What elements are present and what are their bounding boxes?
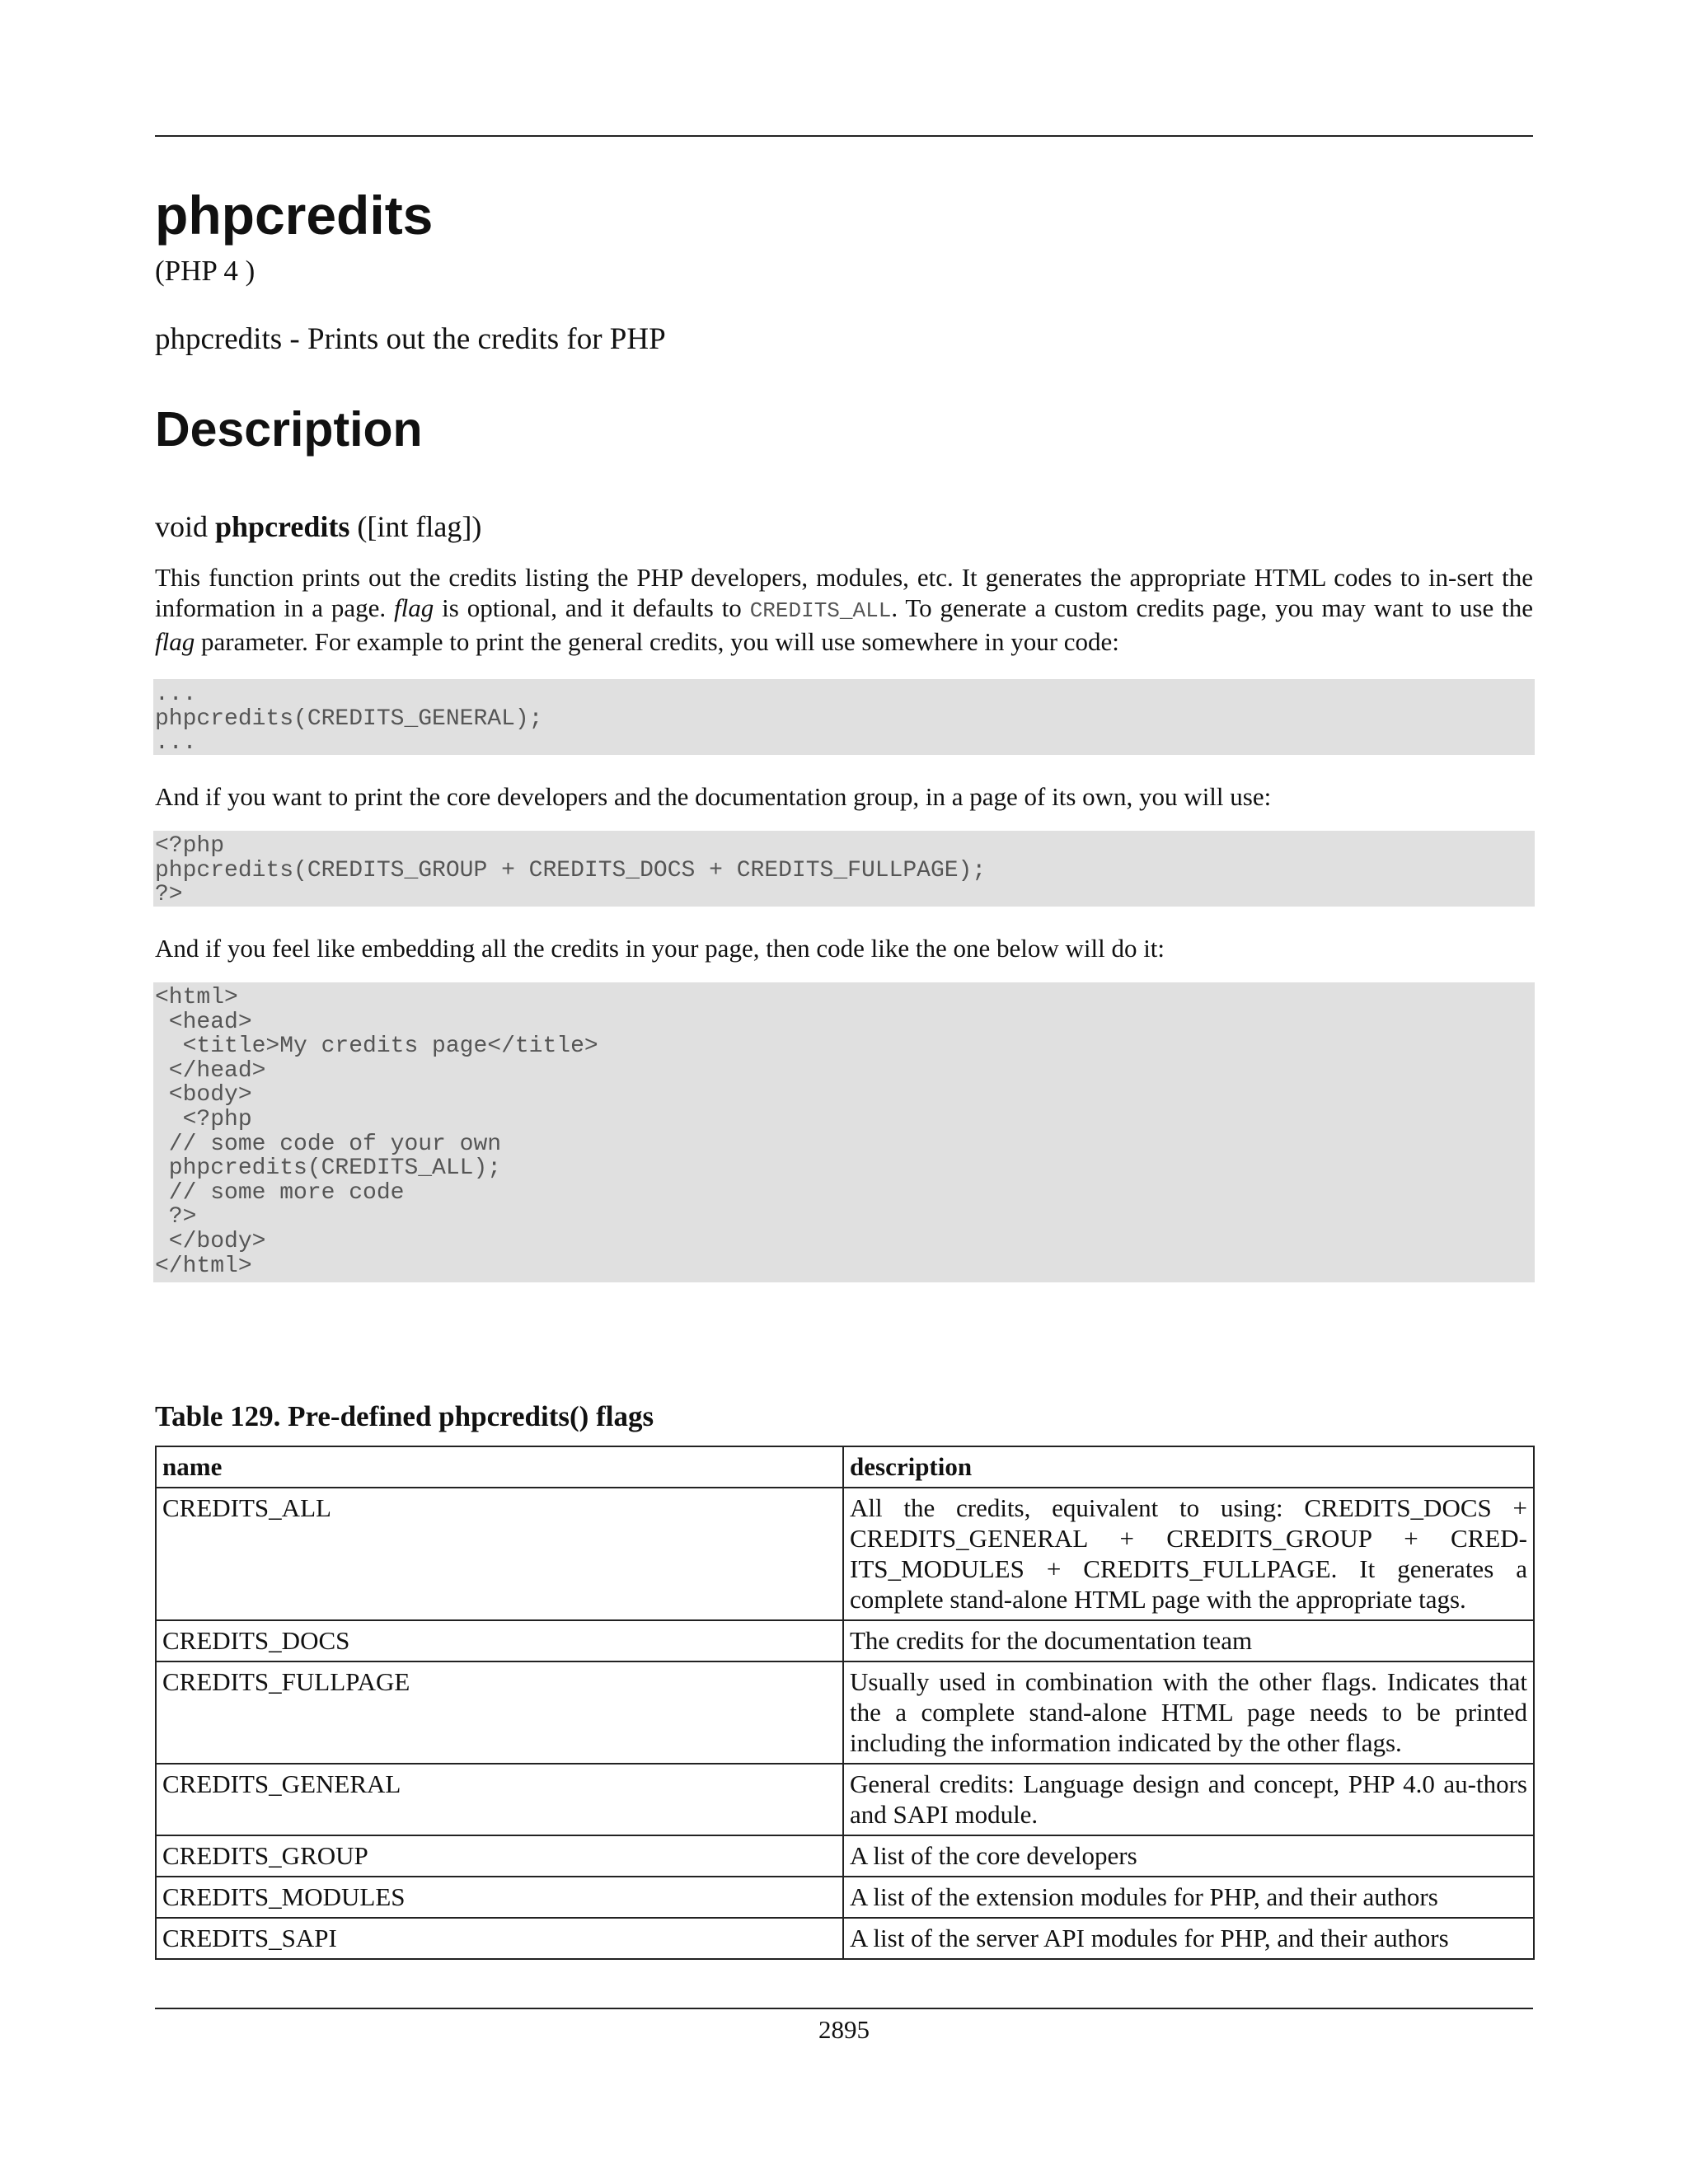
paragraph-core-developers: And if you want to print the core developers and the documentation group, in a page of its own, you will use:	[155, 782, 1272, 811]
version-info: (PHP 4 )	[155, 255, 256, 287]
intro-text-3: . To generate a custom credits page, you may want to use the	[891, 593, 1533, 622]
flag-description-cell: All the credits, equivalent to using: CREDITS_DOCS + CREDITS_GENERAL + CREDITS_GROUP + CRED-ITS_MODULES + CREDITS_FULLPAGE. It generates a complete stand-alone HTML page with the appropriate tags.	[843, 1488, 1534, 1620]
paragraph-embedding: And if you feel like embedding all the credits in your page, then code like the one below will do it:	[155, 934, 1165, 963]
flag-description-cell: The credits for the documentation team	[843, 1620, 1534, 1661]
flag-name-cell: CREDITS_DOCS	[156, 1620, 843, 1661]
bottom-rule	[155, 2008, 1533, 2009]
code-example-general: ... phpcredits(CREDITS_GENERAL); ...	[153, 679, 1535, 755]
intro-flag-1: flag	[394, 593, 434, 622]
flag-description-cell: A list of the extension modules for PHP, and their authors	[843, 1877, 1534, 1918]
flag-description-cell: Usually used in combination with the other flags. Indicates that the a complete stand-alone HTML page needs to be printed including the information indicated by the other flags.	[843, 1661, 1534, 1764]
flag-name-cell: CREDITS_GENERAL	[156, 1764, 843, 1835]
flag-name-cell: CREDITS_ALL	[156, 1488, 843, 1620]
intro-text-1: This function prints out the credits listing the PHP developers, modules, etc. It generates the appropriate HTML codes to in-sert the information in a page.	[155, 563, 1533, 622]
function-purpose: phpcredits - Prints out the credits for PHP	[155, 322, 666, 356]
flag-name-cell: CREDITS_FULLPAGE	[156, 1661, 843, 1764]
flag-name-cell: CREDITS_GROUP	[156, 1835, 843, 1877]
table-header-row	[156, 1446, 1534, 1488]
top-rule	[155, 135, 1533, 137]
table-row	[156, 1918, 1534, 1959]
intro-text-4: parameter. For example to print the general credits, you will use somewhere in your code:	[195, 627, 1119, 656]
code-example-group-docs: <?php phpcredits(CREDITS_GROUP + CREDITS_DOCS + CREDITS_FULLPAGE); ?>	[153, 831, 1535, 907]
flag-description-cell: General credits: Language design and concept, PHP 4.0 au-thors and SAPI module.	[843, 1764, 1534, 1835]
flag-name-cell: CREDITS_SAPI	[156, 1918, 843, 1959]
flag-name-cell: CREDITS_MODULES	[156, 1877, 843, 1918]
column-header-description: description	[843, 1446, 1534, 1488]
code-example-embedding: <html> <head> <title>My credits page</title> </head> <body> <?php // some code of your own phpcredits(CREDITS_ALL); // some more code ?> </body> </html>	[153, 982, 1535, 1282]
table-row	[156, 1488, 1534, 1620]
table-row	[156, 1620, 1534, 1661]
synopsis-params: ([int flag])	[357, 510, 482, 543]
intro-default-const: CREDITS_ALL	[749, 598, 892, 623]
synopsis-function-name: phpcredits	[215, 510, 350, 543]
description-heading: Description	[155, 402, 423, 457]
table-row	[156, 1764, 1534, 1835]
synopsis-return-type: void	[155, 510, 209, 543]
page-number: 2895	[818, 2015, 870, 2044]
flags-table	[155, 1446, 1535, 1960]
intro-flag-2: flag	[155, 627, 195, 656]
intro-paragraph	[155, 562, 1533, 657]
intro-text-2: is optional, and it defaults to	[434, 593, 750, 622]
table-caption: Table 129. Pre-defined phpcredits() flags	[155, 1400, 654, 1432]
table-row	[156, 1877, 1534, 1918]
function-synopsis	[155, 509, 481, 545]
flag-description-cell: A list of the core developers	[843, 1835, 1534, 1877]
page-title: phpcredits	[155, 185, 434, 246]
table-row	[156, 1661, 1534, 1764]
column-header-name: name	[156, 1446, 843, 1488]
table-row	[156, 1835, 1534, 1877]
flag-description-cell: A list of the server API modules for PHP, and their authors	[843, 1918, 1534, 1959]
